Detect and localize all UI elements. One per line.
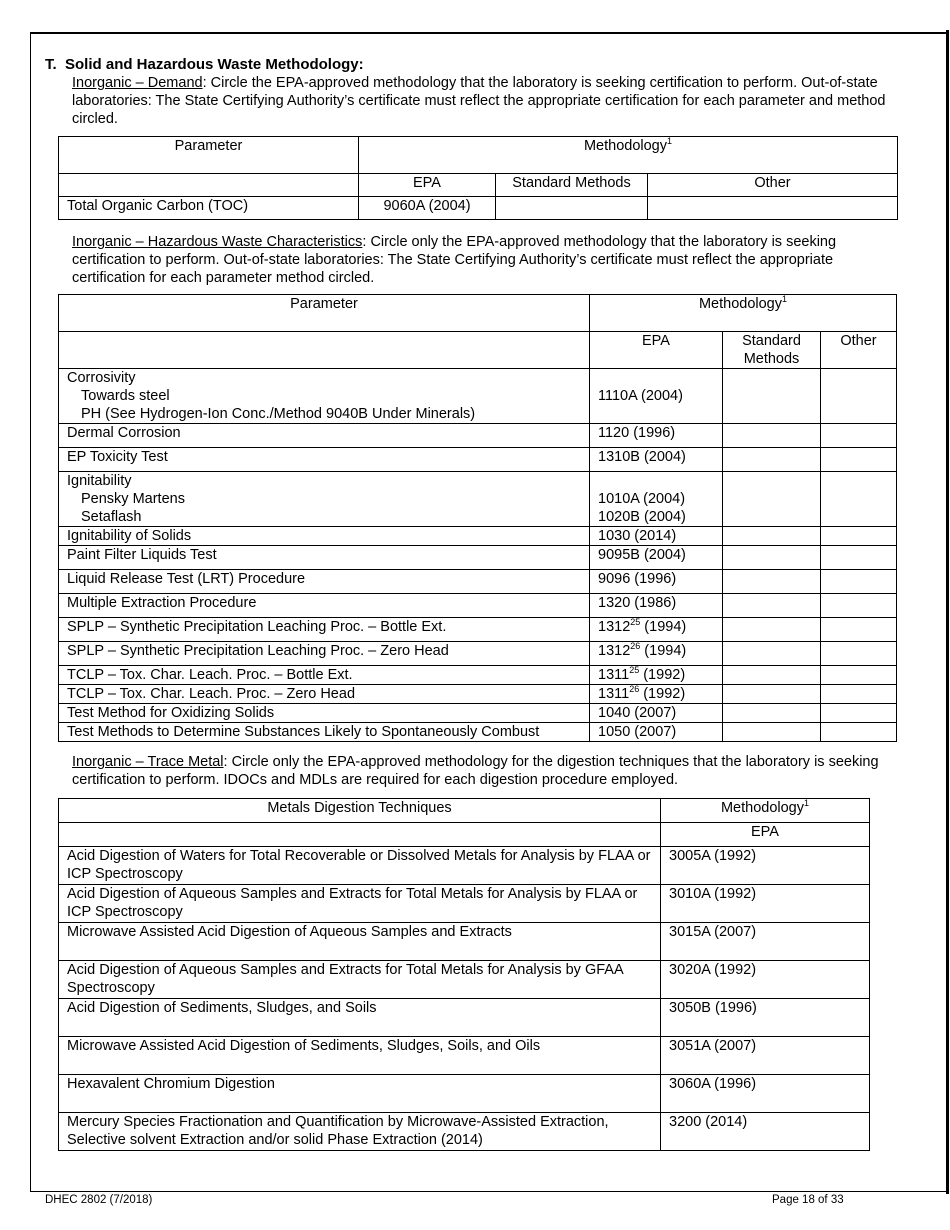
parameter-cell: Dermal Corrosion bbox=[59, 424, 590, 448]
other-method-cell bbox=[648, 197, 898, 220]
parameter-cell: Liquid Release Test (LRT) Procedure bbox=[59, 570, 590, 594]
table-header-row bbox=[59, 799, 870, 823]
epa-method-cell[interactable]: 1312$^{25}$ (1994) bbox=[590, 618, 723, 642]
parameter-cell: EP Toxicity Test bbox=[59, 448, 590, 472]
trace-table bbox=[58, 798, 870, 1151]
table-row bbox=[59, 546, 897, 570]
hazard-table bbox=[58, 294, 897, 742]
hazard-instructions bbox=[72, 233, 900, 287]
table-row bbox=[59, 666, 897, 685]
table-row bbox=[59, 472, 897, 527]
parameter-cell: Ignitability of Solids bbox=[59, 527, 590, 546]
epa-method-cell[interactable]: 1120 (1996) bbox=[590, 424, 723, 448]
section-title-text: Solid and Hazardous Waste Methodology: bbox=[65, 56, 364, 73]
hazard-heading: Inorganic – Hazardous Waste Characteristics bbox=[72, 234, 363, 250]
epa-method-cell[interactable]: 1030 (2014) bbox=[590, 527, 723, 546]
epa-method-cell[interactable]: 9060A (2004) bbox=[359, 197, 496, 220]
epa-method-cell[interactable]: 1311$^{26}$ (1992) bbox=[590, 685, 723, 704]
header-other: Other bbox=[821, 332, 897, 369]
table-row bbox=[59, 1113, 870, 1151]
technique-cell: Hexavalent Chromium Digestion bbox=[59, 1075, 661, 1113]
table-row bbox=[59, 527, 897, 546]
technique-cell: Microwave Assisted Acid Digestion of Aqueous Samples and Extracts bbox=[59, 923, 661, 961]
parameter-cell: TCLP – Tox. Char. Leach. Proc. – Bottle Ext. bbox=[59, 666, 590, 685]
parameter-cell: Ignitability Pensky Martens Setaflash bbox=[59, 472, 590, 527]
table-row bbox=[59, 1037, 870, 1075]
technique-cell: Acid Digestion of Waters for Total Recoverable or Dissolved Metals for Analysis by FLAA or ICP Spectroscopy bbox=[59, 847, 661, 885]
epa-method-cell[interactable]: 9096 (1996) bbox=[590, 570, 723, 594]
trace-instructions bbox=[72, 753, 892, 789]
table-row bbox=[59, 1075, 870, 1113]
technique-cell: Microwave Assisted Acid Digestion of Sediments, Sludges, Soils, and Oils bbox=[59, 1037, 661, 1075]
epa-method-cell[interactable]: 3015A (2007) bbox=[661, 923, 870, 961]
epa-method-cell[interactable]: 3060A (1996) bbox=[661, 1075, 870, 1113]
table-header-row bbox=[59, 295, 897, 332]
hazard-text: : Circle only the EPA-approved methodology that the laboratory is seeking certification to perform. Out-of-state laboratories: The State Certifying Authority’s certificate must reflect the appropriate certification for each parameter method circled. bbox=[72, 234, 837, 286]
trace-heading: Inorganic – Trace Metal bbox=[72, 754, 224, 770]
table-row bbox=[59, 923, 870, 961]
technique-cell: Acid Digestion of Aqueous Samples and Extracts for Total Metals for Analysis by FLAA or ICP Spectroscopy bbox=[59, 885, 661, 923]
technique-cell: Acid Digestion of Aqueous Samples and Extracts for Total Metals for Analysis by GFAA Spectroscopy bbox=[59, 961, 661, 999]
parameter-cell: SPLP – Synthetic Precipitation Leaching Proc. – Bottle Ext. bbox=[59, 618, 590, 642]
table-row bbox=[59, 999, 870, 1037]
parameter-cell: Paint Filter Liquids Test bbox=[59, 546, 590, 570]
table-row bbox=[59, 448, 897, 472]
epa-method-cell[interactable]: 1110A (2004) bbox=[590, 369, 723, 424]
table-row bbox=[59, 723, 897, 742]
epa-method-cell[interactable]: 3020A (1992) bbox=[661, 961, 870, 999]
parameter-cell: TCLP – Tox. Char. Leach. Proc. – Zero Head bbox=[59, 685, 590, 704]
page-border-shadow bbox=[946, 30, 949, 1194]
header-parameter: Parameter bbox=[59, 295, 590, 332]
demand-instructions bbox=[72, 74, 902, 128]
epa-method-cell[interactable]: 9095B (2004) bbox=[590, 546, 723, 570]
table-row bbox=[59, 424, 897, 448]
table-row bbox=[59, 369, 897, 424]
table-row bbox=[59, 704, 897, 723]
header-methodology: Methodology$^1$ bbox=[590, 295, 897, 332]
header-parameter: Parameter bbox=[59, 137, 359, 174]
table-row bbox=[59, 847, 870, 885]
header-epa: EPA bbox=[590, 332, 723, 369]
table-subheader-row bbox=[59, 332, 897, 369]
table-row bbox=[59, 570, 897, 594]
standard-method-cell bbox=[496, 197, 648, 220]
header-standard-methods: Standard Methods bbox=[496, 174, 648, 197]
table-row bbox=[59, 594, 897, 618]
header-methodology: Methodology$^1$ bbox=[661, 799, 870, 823]
epa-method-cell[interactable]: 3200 (2014) bbox=[661, 1113, 870, 1151]
header-technique: Metals Digestion Techniques bbox=[59, 799, 661, 823]
demand-text: : Circle the EPA-approved methodology that the laboratory is seeking certification to perform. Out-of-state laboratories: The State Certifying Authority’s certificate must reflect the appropriate certification for each parameter and method circled. bbox=[72, 75, 886, 127]
parameter-cell: SPLP – Synthetic Precipitation Leaching Proc. – Zero Head bbox=[59, 642, 590, 666]
technique-cell: Mercury Species Fractionation and Quantification by Microwave-Assisted Extraction, Selective solvent Extraction and/or solid Phase Extraction (2014) bbox=[59, 1113, 661, 1151]
table-subheader-row bbox=[59, 174, 898, 197]
section-title bbox=[45, 56, 364, 73]
epa-method-cell[interactable]: 1312$^{26}$ (1994) bbox=[590, 642, 723, 666]
parameter-cell: Test Methods to Determine Substances Likely to Spontaneously Combust bbox=[59, 723, 590, 742]
form-id: DHEC 2802 (7/2018) bbox=[45, 1194, 153, 1206]
table-row bbox=[59, 885, 870, 923]
header-epa: EPA bbox=[661, 823, 870, 847]
table-header-row bbox=[59, 137, 898, 174]
header-other: Other bbox=[648, 174, 898, 197]
table-row bbox=[59, 197, 898, 220]
parameter-cell: Test Method for Oxidizing Solids bbox=[59, 704, 590, 723]
table-row bbox=[59, 961, 870, 999]
trace-text: : Circle only the EPA-approved methodology for the digestion techniques that the laboratory is seeking certification to perform. IDOCs and MDLs are required for each digestion procedure employed. bbox=[72, 754, 879, 788]
technique-cell: Acid Digestion of Sediments, Sludges, and Soils bbox=[59, 999, 661, 1037]
epa-method-cell[interactable]: 3010A (1992) bbox=[661, 885, 870, 923]
epa-method-cell[interactable]: 3005A (1992) bbox=[661, 847, 870, 885]
table-row bbox=[59, 618, 897, 642]
epa-method-cell[interactable]: 1311$^{25}$ (1992) bbox=[590, 666, 723, 685]
page-number: Page 18 of 33 bbox=[772, 1194, 844, 1206]
epa-method-cell[interactable]: 1040 (2007) bbox=[590, 704, 723, 723]
demand-heading: Inorganic – Demand bbox=[72, 75, 203, 91]
epa-method-cell[interactable]: 1320 (1986) bbox=[590, 594, 723, 618]
table-row bbox=[59, 685, 897, 704]
parameter-cell: Total Organic Carbon (TOC) bbox=[59, 197, 359, 220]
epa-method-cell[interactable]: 1310B (2004) bbox=[590, 448, 723, 472]
table-row bbox=[59, 642, 897, 666]
header-methodology: Methodology$^1$ bbox=[359, 137, 898, 174]
table-subheader-row bbox=[59, 823, 870, 847]
parameter-cell: Multiple Extraction Procedure bbox=[59, 594, 590, 618]
demand-table bbox=[58, 136, 898, 220]
header-standard-methods: Standard Methods bbox=[723, 332, 821, 369]
epa-method-cell[interactable]: 3050B (1996) bbox=[661, 999, 870, 1037]
epa-method-cell[interactable]: 1010A (2004) 1020B (2004) bbox=[590, 472, 723, 527]
epa-method-cell[interactable]: 3051A (2007) bbox=[661, 1037, 870, 1075]
section-letter: T. bbox=[45, 56, 57, 73]
header-epa: EPA bbox=[359, 174, 496, 197]
epa-method-cell[interactable]: 1050 (2007) bbox=[590, 723, 723, 742]
parameter-cell: Corrosivity Towards steel PH (See Hydrogen-Ion Conc./Method 9040B Under Minerals) bbox=[59, 369, 590, 424]
